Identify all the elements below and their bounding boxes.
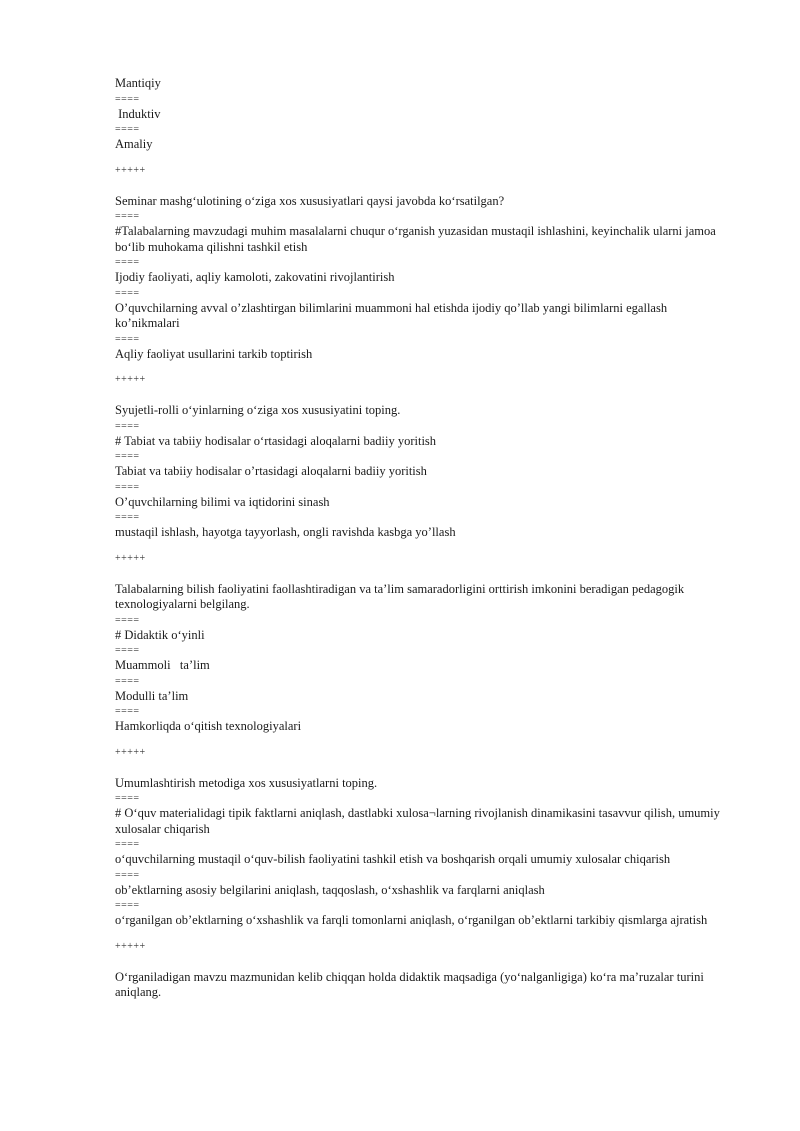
document-body [115,76,730,1001]
question-separator: +++++ [115,746,146,758]
answer-separator: ==== [115,675,140,687]
question-separator: +++++ [115,164,146,176]
answer-separator: ==== [115,869,140,881]
question-text: Syujetli-rolli o‘yinlarning o‘ziga xos xususiyatini toping. [115,403,401,417]
answer-option: O’quvchilarning avval o’zlashtirgan bilimlarini muammoni hal etishda ijodiy qo’llab yangi bilimlarni egallash ko’nikmalari [115,300,671,330]
question-text: O‘rganiladigan mavzu mazmunidan kelib chiqqan holda didaktik maqsadiga (yo‘nalganligiga) ko‘ra ma’ruzalar turini aniqlang. [115,969,707,999]
question-text: Talabalarning bilish faoliyatini faollashtiradigan va ta’lim samaradorligini orttirish imkonini beradigan pedagogik texnologiyalarni belgilang. [115,581,688,611]
answer-option: O’quvchilarning bilimi va iqtidorini sinash [115,494,330,509]
answer-separator: ==== [115,900,140,911]
answer-separator: ==== [115,645,140,656]
answer-separator: ==== [115,481,140,493]
question-text: Seminar mashg‘ulotining o‘ziga xos xususiyatlari qaysi javobda ko‘rsatilgan? [115,193,505,208]
correct-answer-option: # Didaktik o‘yinli [115,627,205,642]
correct-answer-option: #Talabalarning mavzudagi muhim masalalarni chuqur o‘rganish yuzasidan mustaqil ishlashini, keyinchalik ularni jamoa bo‘lib muhokama qilishni tashkil etish [115,224,719,254]
answer-separator: ==== [115,793,140,804]
answer-separator: ==== [115,333,140,345]
answer-option: Aqliy faoliyat usullarini tarkib toptirish [115,346,313,361]
answer-separator: ==== [115,839,140,850]
answer-option: Mantiqiy [115,76,161,90]
answer-option: Modulli ta’lim [115,688,189,703]
answer-option: mustaqil ishlash, hayotga tayyorlash, ongli ravishda kasbga yo’llash [115,525,456,539]
answer-option: o‘rganilgan ob’ektlarning o‘xshashlik va farqli tomonlarni aniqlash, o‘rganilgan ob’ektlarni tarkibiy qismlarga ajratish [115,913,708,927]
question-text: Umumlashtirish metodiga xos xususiyatlarni toping. [115,775,378,790]
answer-option: Amaliy [115,137,153,151]
correct-answer-option: # Tabiat va tabiiy hodisalar o‘rtasidagi aloqalarni badiiy yoritish [115,433,437,448]
answer-option: Induktiv [115,106,161,121]
answer-separator: ==== [115,257,140,268]
answer-option: Ijodiy faoliyati, aqliy kamoloti, zakovatini rivojlantirish [115,270,395,284]
answer-separator: ==== [115,706,140,717]
answer-option: o‘quvchilarning mustaqil o‘quv-bilish faoliyatini tashkil etish va boshqarish orqali umumiy xulosalar chiqarish [115,852,671,866]
answer-separator: ==== [115,211,140,222]
answer-option: Hamkorliqda o‘qitish texnologiyalari [115,719,302,733]
question-separator: +++++ [115,374,146,385]
answer-separator: ==== [115,451,140,462]
answer-option: Tabiat va tabiiy hodisalar o’rtasidagi aloqalarni badiiy yoritish [115,464,427,478]
answer-separator: ==== [115,614,140,626]
answer-separator: ==== [115,93,140,105]
answer-separator: ==== [115,287,140,299]
answer-separator: ==== [115,420,140,432]
answer-separator: ==== [115,124,140,135]
question-separator: +++++ [115,940,146,952]
answer-option: ob’ektlarning asosiy belgilarini aniqlash, taqqoslash, o‘xshashlik va farqlarni aniqlash [115,882,545,897]
answer-option: Muammoli ta’lim [115,658,210,672]
question-separator: +++++ [115,552,146,564]
correct-answer-option: # O‘quv materialidagi tipik faktlarni aniqlash, dastlabki xulosa¬larning rivojlanish dinamikasini tasavvur qilish, umumiy xulosalar chiqarish [115,806,723,836]
answer-separator: ==== [115,512,140,523]
